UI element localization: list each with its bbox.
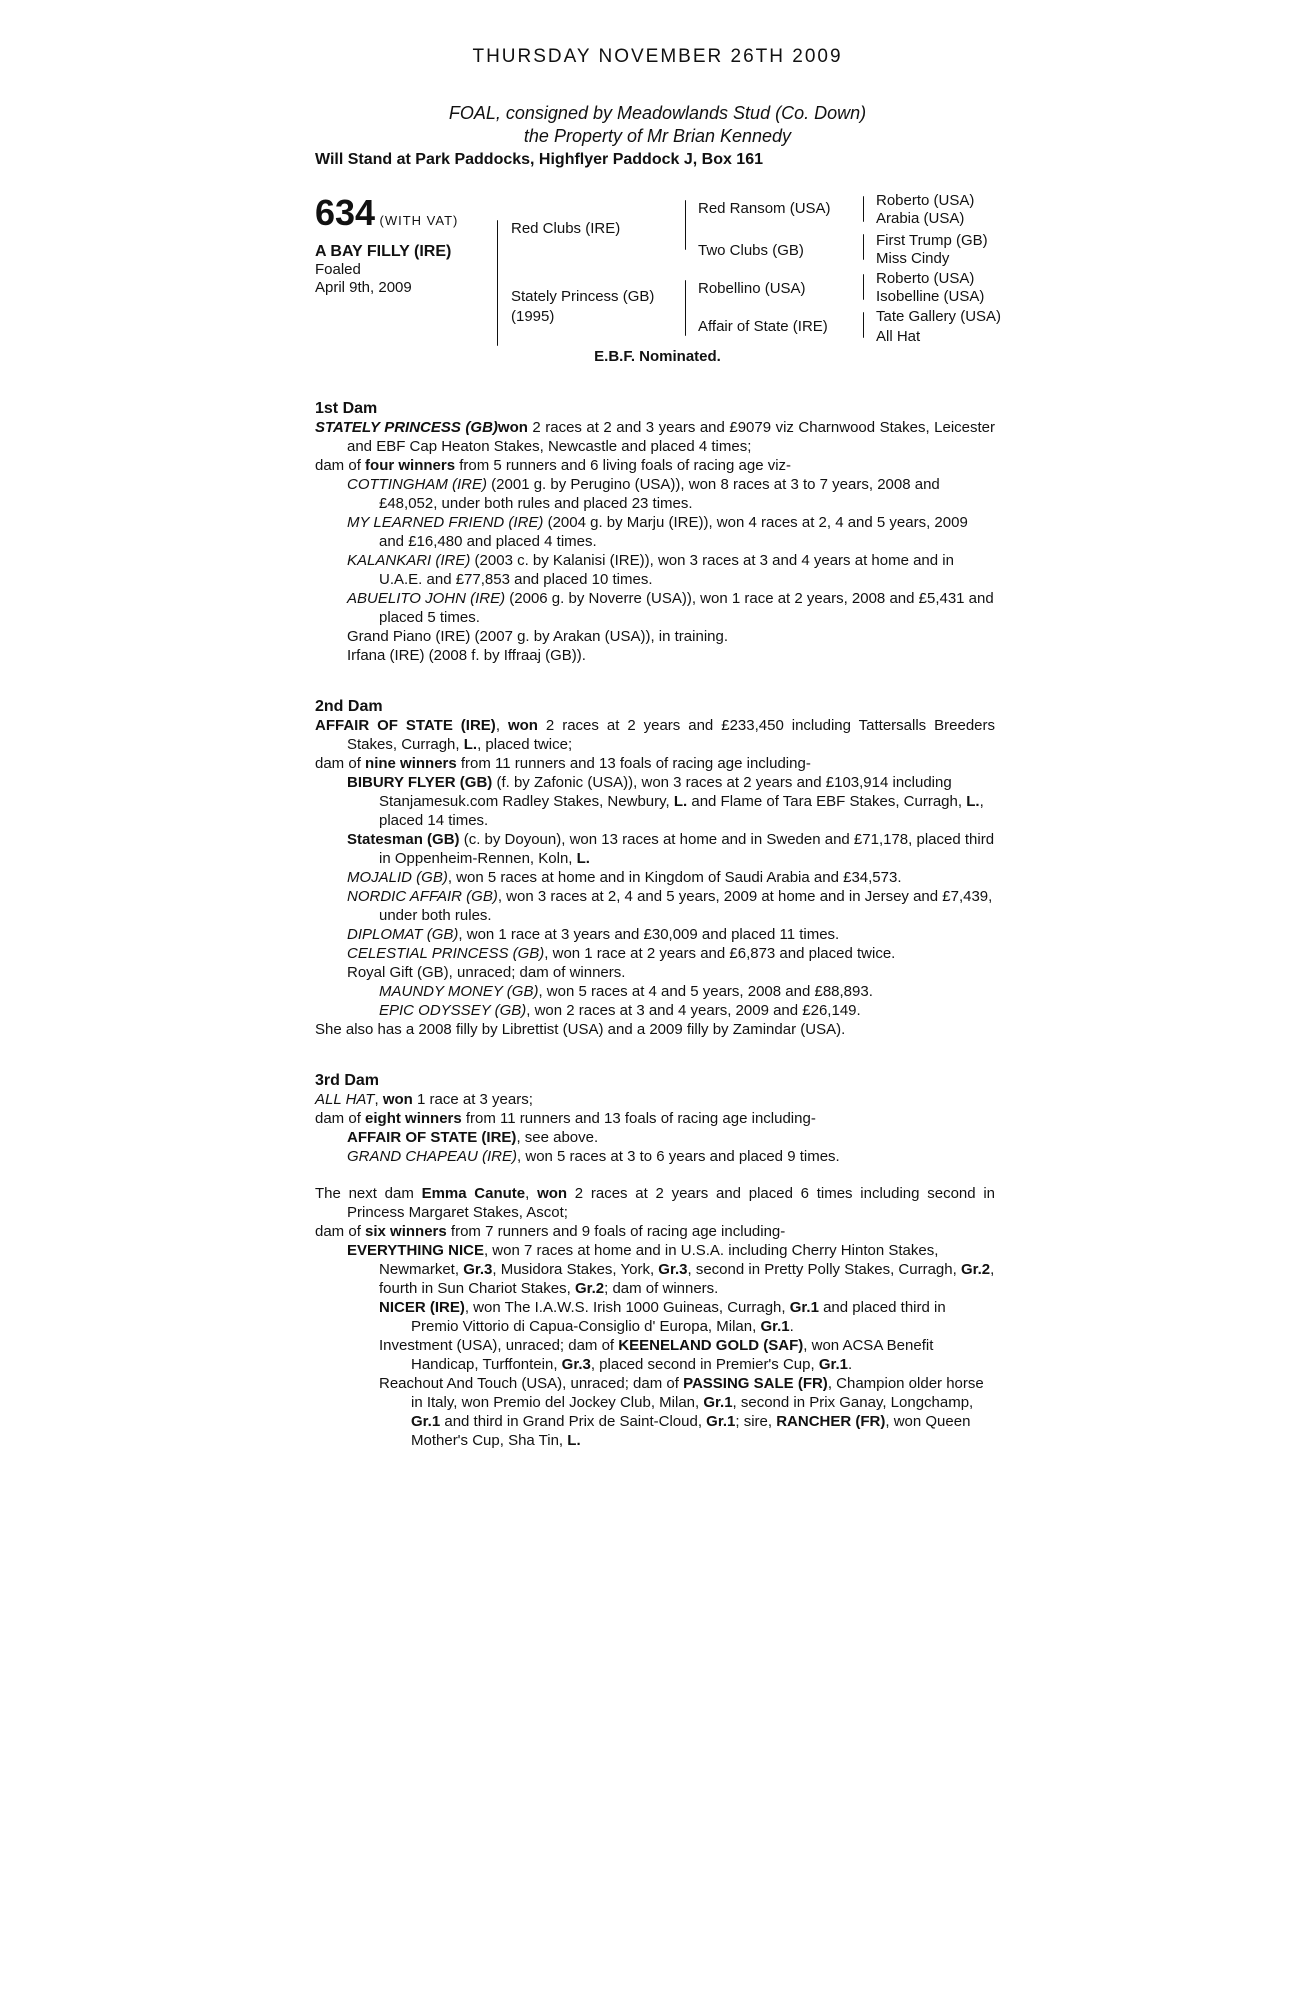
winners-count: six winners [365, 1223, 447, 1240]
also-note: She also has a 2008 filly by Librettist (USA) and a 2009 filly by Zamindar (USA). [315, 1021, 846, 1038]
progeny-text: , won 1 race at 2 years and £6,873 and placed twice. [544, 945, 896, 962]
progeny-entry [315, 475, 995, 513]
foaled-date: April 9th, 2009 [315, 279, 412, 296]
lot-vat: (WITH VAT) [379, 213, 459, 228]
pedigree-brace [685, 200, 686, 250]
dam-text: 2 races at 2 years and £233,450 including Tattersalls Breeders Stakes, Curragh, [347, 717, 995, 753]
progeny-entry [315, 589, 995, 627]
consignor-block [315, 102, 1000, 148]
progeny-name: MOJALID (GB) [347, 869, 448, 886]
dam: Stately Princess (GB) [511, 288, 655, 305]
ebf-nomination: E.B.F. Nominated. [594, 348, 721, 365]
progeny-name: RANCHER (FR) [776, 1413, 886, 1430]
group-label: Gr.1 [706, 1413, 736, 1430]
dam-name: STATELY PRINCESS (GB) [315, 419, 498, 436]
pedigree-table [315, 190, 1015, 350]
listed-label: L. [567, 1432, 581, 1449]
dam-of-label: dam of [315, 457, 366, 474]
pedigree-brace [863, 196, 864, 222]
progeny-name: EVERYTHING NICE [347, 1242, 484, 1259]
progeny-name: NICER (IRE) [379, 1299, 465, 1316]
progeny-entry [315, 944, 995, 963]
lot-number: 634 [315, 192, 376, 233]
progeny-text: and Flame of Tara EBF Stakes, Curragh, [687, 793, 967, 810]
progeny-text: (c. by Doyoun), won 13 races at home and in Sweden and £71,178, placed third in Oppenheim-Rennen, Koln, [379, 831, 995, 867]
progeny-entry [315, 1241, 995, 1298]
pedigree-brace [863, 312, 864, 338]
dam-text: , placed twice; [477, 736, 573, 753]
dam-of-label: dam of [315, 1223, 366, 1240]
consignor-line: FOAL, consigned by Meadowlands Stud (Co. Down) [448, 103, 867, 123]
winners-count: nine winners [365, 755, 457, 772]
progeny-name: COTTINGHAM (IRE) [347, 476, 487, 493]
progeny-name: Statesman (GB) [347, 831, 460, 848]
group-label: Gr.1 [411, 1413, 441, 1430]
pedigree-brace [863, 274, 864, 300]
dam-text: 2 races at 2 and 3 years and £9079 viz Charnwood Stakes, Leicester and EBF Cap Heaton Stakes, Newcastle and placed 4 times; [347, 419, 995, 455]
sale-date: THURSDAY NOVEMBER 26TH 2009 [472, 46, 843, 67]
progeny-name: PASSING SALE (FR) [683, 1375, 828, 1392]
first-dam-progeny-summary [315, 456, 995, 475]
group-label: Gr.3 [658, 1261, 688, 1278]
pedigree-brace [863, 234, 864, 260]
ped-sds: First Trump (GB) [876, 232, 988, 249]
grand-progeny-entry [315, 982, 995, 1001]
pedigree-brace [497, 220, 498, 346]
winners-count: eight winners [365, 1110, 462, 1127]
progeny-text: , second in Pretty Polly Stakes, Curragh, [687, 1261, 961, 1278]
property-line: the Property of Mr Brian Kennedy [523, 126, 792, 146]
dam-name: ALL HAT [315, 1091, 375, 1108]
listed-label: L. [463, 736, 478, 753]
progeny-name: ABUELITO JOHN (IRE) [347, 590, 506, 607]
progeny-entry [315, 1147, 995, 1166]
grand-progeny-entry [315, 1374, 995, 1450]
group-label: Gr.1 [703, 1394, 733, 1411]
grand-progeny-entry [315, 1298, 995, 1336]
progeny-text: Investment (USA), unraced; dam of [379, 1337, 619, 1354]
progeny-name: MY LEARNED FRIEND (IRE) [347, 514, 544, 531]
progeny-text: , won 5 races at home and in Kingdom of Saudi Arabia and £34,573. [447, 869, 902, 886]
group-label: Gr.2 [574, 1280, 605, 1297]
won-label: won [497, 419, 528, 436]
progeny-text: (2004 g. by Marju (IRE)), won 4 races at 2, 4 and 5 years, 2009 and £16,480 and placed 4 times. [379, 514, 968, 550]
group-label: Gr.3 [463, 1261, 493, 1278]
dam-of-label: dam of [315, 1110, 366, 1127]
progeny-entry: Royal Gift (GB), unraced; dam of winners. [347, 964, 626, 981]
dam-text: 1 race at 3 years; [412, 1091, 533, 1108]
progeny-text: , won 5 races at 3 to 6 years and placed 9 times. [517, 1148, 840, 1165]
dam-sire: Robellino (USA) [698, 280, 806, 297]
second-dam-record: AFFAIR OF STATE (IRE), won 2 races at 2 years and £233,450 including Tattersalls Breeders Stakes, Curragh, L., placed twice; [315, 717, 995, 753]
next-dam-progeny-summary [315, 1222, 995, 1241]
progeny-text: , Musidora Stakes, York, [492, 1261, 659, 1278]
dam-name: AFFAIR OF STATE (IRE) [315, 717, 496, 734]
second-dam-progeny-summary [315, 754, 995, 773]
group-label: Gr.1 [818, 1356, 849, 1373]
listed-label: L. [673, 793, 688, 810]
progeny-text: , second in Prix Ganay, Longchamp, [732, 1394, 974, 1411]
sire: Red Clubs (IRE) [511, 220, 621, 237]
stand-location: Will Stand at Park Paddocks, Highflyer Paddock J, Box 161 [315, 151, 763, 168]
progeny-text: (2001 g. by Perugino (USA)), won 8 races at 3 to 7 years, 2008 and £48,052, under both rules and placed 23 times. [379, 476, 940, 512]
ped-ssd: Arabia (USA) [876, 210, 965, 227]
third-dam-progeny-summary [315, 1109, 995, 1128]
progeny-name: AFFAIR OF STATE (IRE) [347, 1129, 517, 1146]
next-dam-record: The next dam Emma Canute, won 2 races at 2 years and placed 6 times including second in Princess Margaret Stakes, Ascot; [315, 1185, 995, 1221]
progeny-text: . [789, 1318, 794, 1335]
progeny-entry [315, 513, 995, 551]
progeny-name: NORDIC AFFAIR (GB) [347, 888, 498, 905]
winners-rest: from 11 runners and 13 foals of racing age including- [461, 1110, 816, 1127]
progeny-text: , placed second in Premier's Cup, [590, 1356, 819, 1373]
winners-rest: from 7 runners and 9 foals of racing age including- [446, 1223, 786, 1240]
progeny-text: , see above. [516, 1129, 599, 1146]
progeny-text: and placed third in Premio Vittorio di Capua-Consiglio d' Europa, Milan, [411, 1299, 946, 1335]
winners-rest: from 5 runners and 6 living foals of racing age viz- [455, 457, 792, 474]
progeny-text: Reachout And Touch (USA), unraced; dam of [379, 1375, 684, 1392]
group-label: Gr.3 [561, 1356, 591, 1373]
progeny-name: GRAND CHAPEAU (IRE) [347, 1148, 518, 1165]
progeny-text: , won 5 races at 4 and 5 years, 2008 and £88,893. [538, 983, 873, 1000]
third-dam-record: ALL HAT, won 1 race at 3 years; [315, 1091, 533, 1108]
progeny-text: ; dam of winners. [604, 1280, 719, 1297]
progeny-name: KALANKARI (IRE) [347, 552, 471, 569]
grand-progeny-entry [315, 1001, 995, 1020]
progeny-entry [315, 925, 995, 944]
winners-count: four winners [365, 457, 456, 474]
sire-sire: Red Ransom (USA) [698, 200, 831, 217]
dam-year: (1995) [511, 308, 555, 325]
progeny-text: (2003 c. by Kalanisi (IRE)), won 3 races at 3 and 4 years at home and in U.A.E. and £77,853 and placed 10 times. [379, 552, 954, 588]
ped-sss: Roberto (USA) [876, 192, 975, 209]
pedigree-brace [685, 280, 686, 336]
dam-text: 2 races at 2 years and placed 6 times including second in Princess Margaret Stakes, Ascot; [347, 1185, 995, 1221]
progeny-name: BIBURY FLYER (GB) [347, 774, 493, 791]
progeny-entry: Irfana (IRE) (2008 f. by Iffraaj (GB)). [347, 647, 586, 664]
progeny-text: ; sire, [735, 1413, 777, 1430]
progeny-entry [315, 1128, 995, 1147]
progeny-entry [315, 830, 995, 868]
sire-dam: Two Clubs (GB) [698, 242, 804, 259]
ped-dds: Tate Gallery (USA) [876, 308, 1002, 325]
listed-label: L. [576, 850, 590, 867]
progeny-entry [315, 887, 995, 925]
first-dam-heading: 1st Dam [315, 400, 378, 417]
progeny-text: , Champion older horse in Italy, won Premio del Jockey Club, Milan, [411, 1375, 984, 1411]
progeny-text: (f. by Zafonic (USA)), won 3 races at 2 years and £103,914 including Stanjamesuk.com Radley Stakes, Newbury, [379, 774, 952, 810]
third-dam-heading: 3rd Dam [315, 1072, 380, 1089]
progeny-text: , fourth in Sun Chariot Stakes, [379, 1261, 995, 1297]
ped-dsd: Isobelline (USA) [876, 288, 985, 305]
lot-name: A BAY FILLY (IRE) [315, 243, 452, 260]
group-label: Gr.1 [760, 1318, 790, 1335]
won-label: won [507, 717, 538, 734]
second-dam-heading: 2nd Dam [315, 698, 383, 715]
ped-dss: Roberto (USA) [876, 270, 975, 287]
progeny-text: , won Queen Mother's Cup, Sha Tin, [411, 1413, 971, 1449]
next-dam-intro: The next dam [315, 1185, 422, 1202]
progeny-text: , won 1 race at 3 years and £30,009 and placed 11 times. [458, 926, 840, 943]
listed-label: L. [966, 793, 980, 810]
won-label: won [537, 1185, 568, 1202]
dam-of-label: dam of [315, 755, 366, 772]
progeny-text: , won 3 races at 2, 4 and 5 years, 2009 at home and in Jersey and £7,439, under both rules. [379, 888, 993, 924]
progeny-text: , won 2 races at 3 and 4 years, 2009 and £26,149. [526, 1002, 861, 1019]
group-label: Gr.2 [960, 1261, 991, 1278]
progeny-name: CELESTIAL PRINCESS (GB) [347, 945, 545, 962]
progeny-text: (2006 g. by Noverre (USA)), won 1 race at 2 years, 2008 and £5,431 and placed 5 times. [379, 590, 994, 626]
progeny-text: , won 7 races at home and in U.S.A. including Cherry Hinton Stakes, Newmarket, [379, 1242, 939, 1278]
won-label: won [382, 1091, 413, 1108]
ped-ddd: All Hat [876, 328, 921, 345]
progeny-text: , won ACSA Benefit Handicap, Turffontein, [411, 1337, 934, 1373]
group-label: Gr.1 [789, 1299, 819, 1316]
dam-dam: Affair of State (IRE) [698, 318, 828, 335]
foaled-label: Foaled [315, 261, 361, 278]
catalogue-body [315, 385, 995, 1450]
progeny-entry: Grand Piano (IRE) (2007 g. by Arakan (USA)), in training. [347, 628, 729, 645]
progeny-name: KEENELAND GOLD (SAF) [618, 1337, 804, 1354]
progeny-name: DIPLOMAT (GB) [347, 926, 459, 943]
progeny-text: . [848, 1356, 853, 1373]
ped-sdd: Miss Cindy [876, 250, 950, 267]
progeny-entry [315, 868, 995, 887]
progeny-text: , won The I.A.W.S. Irish 1000 Guineas, Curragh, [464, 1299, 790, 1316]
grand-progeny-entry [315, 1336, 995, 1374]
progeny-entry [315, 773, 995, 830]
progeny-entry [315, 551, 995, 589]
first-dam-record [315, 418, 995, 456]
progeny-text: and third in Grand Prix de Saint-Cloud, [440, 1413, 707, 1430]
winners-rest: from 11 runners and 13 foals of racing age including- [456, 755, 811, 772]
progeny-name: EPIC ODYSSEY (GB) [379, 1002, 527, 1019]
progeny-text: , placed 14 times. [379, 793, 984, 829]
progeny-name: MAUNDY MONEY (GB) [379, 983, 539, 1000]
dam-name: Emma Canute [421, 1185, 526, 1202]
